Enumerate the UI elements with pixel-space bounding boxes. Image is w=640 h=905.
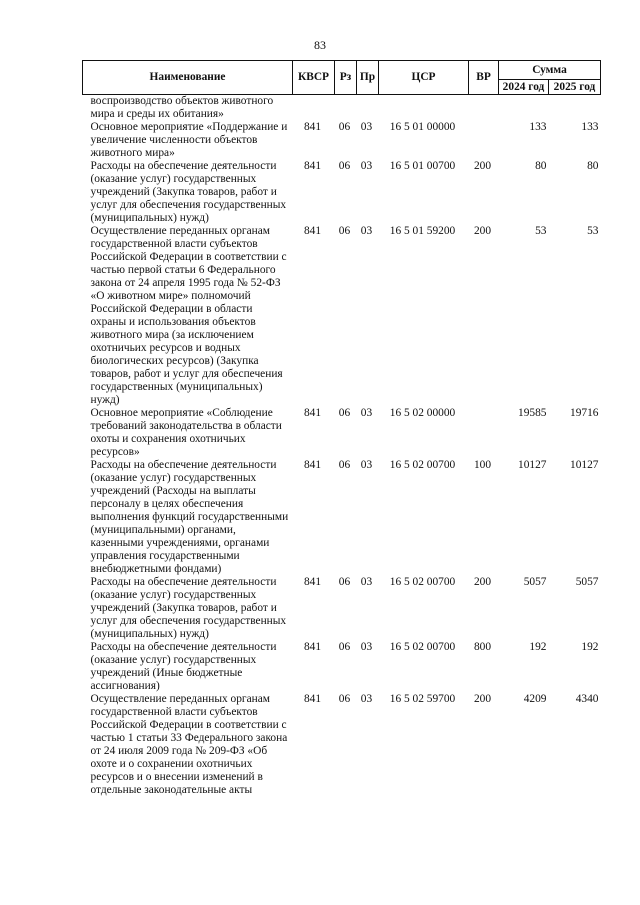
cell-name: Расходы на обеспечение деятельности (оказание услуг) государственных учреждений (Закупка товаров, работ и услуг для обеспечения государственных (муниципальных) нужд): [90, 160, 287, 224]
cell-name: Расходы на обеспечение деятельности (оказание услуг) государственных учреждений (Иные бюджетные ассигнования): [90, 641, 277, 692]
cell-csr: 16 5 02 00700: [389, 576, 456, 588]
cell-kvsr: 841: [303, 576, 322, 588]
table-row: [83, 407, 601, 459]
cell-pr: 03: [360, 693, 373, 705]
cell-pr: 03: [360, 160, 373, 172]
cell-vr: 800: [473, 641, 492, 653]
cell-kvsr: 841: [303, 407, 322, 419]
header-rz: Рз: [335, 61, 357, 95]
cell-csr: 16 5 01 00000: [389, 121, 456, 133]
table-row: [83, 459, 601, 576]
cell-pr: 03: [360, 225, 373, 237]
header-sum: Сумма: [499, 61, 601, 80]
cell-rz: 06: [338, 225, 351, 237]
cell-rz: 06: [338, 160, 351, 172]
cell-sum-2025: [549, 95, 601, 122]
cell-vr: 100: [473, 459, 492, 471]
cell-sum-2024: 10127: [518, 459, 547, 471]
header-year-2024: 2024 год: [499, 80, 549, 95]
cell-kvsr: 841: [303, 225, 322, 237]
cell-vr: [469, 407, 499, 459]
cell-name: Расходы на обеспечение деятельности (оказание услуг) государственных учреждений (Закупка товаров, работ и услуг для обеспечения государственных (муниципальных) нужд): [90, 576, 287, 640]
header-vr: ВР: [469, 61, 499, 95]
table-row: [83, 160, 601, 225]
page-number: 83: [314, 38, 326, 52]
cell-csr: [379, 95, 469, 122]
table-row: [83, 225, 601, 407]
cell-sum-2024: 4209: [523, 693, 547, 705]
table-row: [83, 95, 601, 122]
cell-kvsr: 841: [303, 693, 322, 705]
cell-sum-2024: 53: [535, 225, 547, 237]
cell-rz: 06: [338, 693, 351, 705]
cell-sum-2025: 19716: [570, 407, 599, 419]
cell-name: Расходы на обеспечение деятельности (оказание услуг) государственных учреждений (Расходы на выплаты персоналу в целях обеспечения выполнения функций государственными (муниципальными) органами, казенными учреждениями, органами управления государственными внебюджетными фондами): [90, 459, 289, 575]
cell-csr: 16 5 02 00700: [389, 641, 456, 653]
cell-csr: 16 5 02 00700: [389, 459, 456, 471]
cell-kvsr: 841: [303, 641, 322, 653]
cell-vr: 200: [473, 225, 492, 237]
cell-vr: 200: [473, 160, 492, 172]
cell-csr: 16 5 02 00000: [389, 407, 456, 419]
cell-vr: 200: [473, 693, 492, 705]
cell-sum-2024: [499, 95, 549, 122]
cell-sum-2025: 10127: [570, 459, 599, 471]
cell-rz: 06: [338, 576, 351, 588]
cell-kvsr: [293, 95, 335, 122]
cell-pr: 03: [360, 407, 373, 419]
cell-pr: 03: [360, 121, 373, 133]
cell-name: Осуществление переданных органам государственной власти субъектов Российской Федерации в соответствии с частью 1 статьи 33 Федерального закона от 24 июля 2009 года № 209-ФЗ «Об охоте и о сохранении охотничьих ресурсов и о внесении изменений в отдельные законодательные акты: [90, 693, 288, 796]
cell-sum-2025: 4340: [575, 693, 599, 705]
header-csr: ЦСР: [379, 61, 469, 95]
cell-sum-2024: 133: [529, 121, 547, 133]
cell-sum-2024: 192: [529, 641, 547, 653]
table-row: [83, 693, 601, 797]
cell-csr: 16 5 01 59200: [389, 225, 456, 237]
cell-csr: 16 5 02 59700: [389, 693, 456, 705]
cell-name: Основное мероприятие «Поддержание и увеличение численности объектов животного мира»: [90, 121, 288, 159]
cell-pr: [357, 95, 379, 122]
cell-rz: 06: [338, 459, 351, 471]
table-row: [83, 576, 601, 641]
table-header: [83, 61, 601, 95]
cell-rz: 06: [338, 407, 351, 419]
table-row: [83, 641, 601, 693]
cell-sum-2025: 133: [581, 121, 599, 133]
cell-name: Осуществление переданных органам государственной власти субъектов Российской Федерации в соответствии с частью первой статьи 6 Федерального закона от 24 апреля 1995 года № 52-ФЗ «О животном мире» полномочий Российской Федерации в области охраны и использования объектов животного мира (за исключением охотничьих ресурсов и водных биологических ресурсов) (Закупка товаров, работ и услуг для обеспечения государственных (муниципальных) нужд): [90, 225, 287, 406]
header-kvsr: КВСР: [293, 61, 335, 95]
cell-sum-2025: 5057: [575, 576, 599, 588]
cell-pr: 03: [360, 641, 373, 653]
cell-csr: 16 5 01 00700: [389, 160, 456, 172]
cell-sum-2025: 53: [587, 225, 599, 237]
cell-name: воспроизводство объектов животного мира и среды их обитания»: [90, 95, 274, 120]
cell-kvsr: 841: [303, 459, 322, 471]
table-body: [83, 95, 601, 798]
cell-sum-2025: 80: [587, 160, 599, 172]
cell-rz: 06: [338, 641, 351, 653]
cell-vr: [469, 95, 499, 122]
cell-sum-2025: 192: [581, 641, 599, 653]
cell-kvsr: 841: [303, 121, 322, 133]
cell-vr: [469, 121, 499, 160]
cell-sum-2024: 19585: [518, 407, 547, 419]
cell-rz: 06: [338, 121, 351, 133]
header-name: Наименование: [83, 61, 293, 95]
budget-table: [82, 60, 601, 797]
header-pr: Пр: [357, 61, 379, 95]
table-row: [83, 121, 601, 160]
cell-kvsr: 841: [303, 160, 322, 172]
cell-pr: 03: [360, 459, 373, 471]
cell-vr: 200: [473, 576, 492, 588]
header-year-2025: 2025 год: [549, 80, 601, 95]
cell-rz: [335, 95, 357, 122]
cell-sum-2024: 5057: [523, 576, 547, 588]
cell-pr: 03: [360, 576, 373, 588]
cell-name: Основное мероприятие «Соблюдение требований законодательства в области охоты и сохранения охотничьих ресурсов»: [90, 407, 282, 458]
cell-sum-2024: 80: [535, 160, 547, 172]
